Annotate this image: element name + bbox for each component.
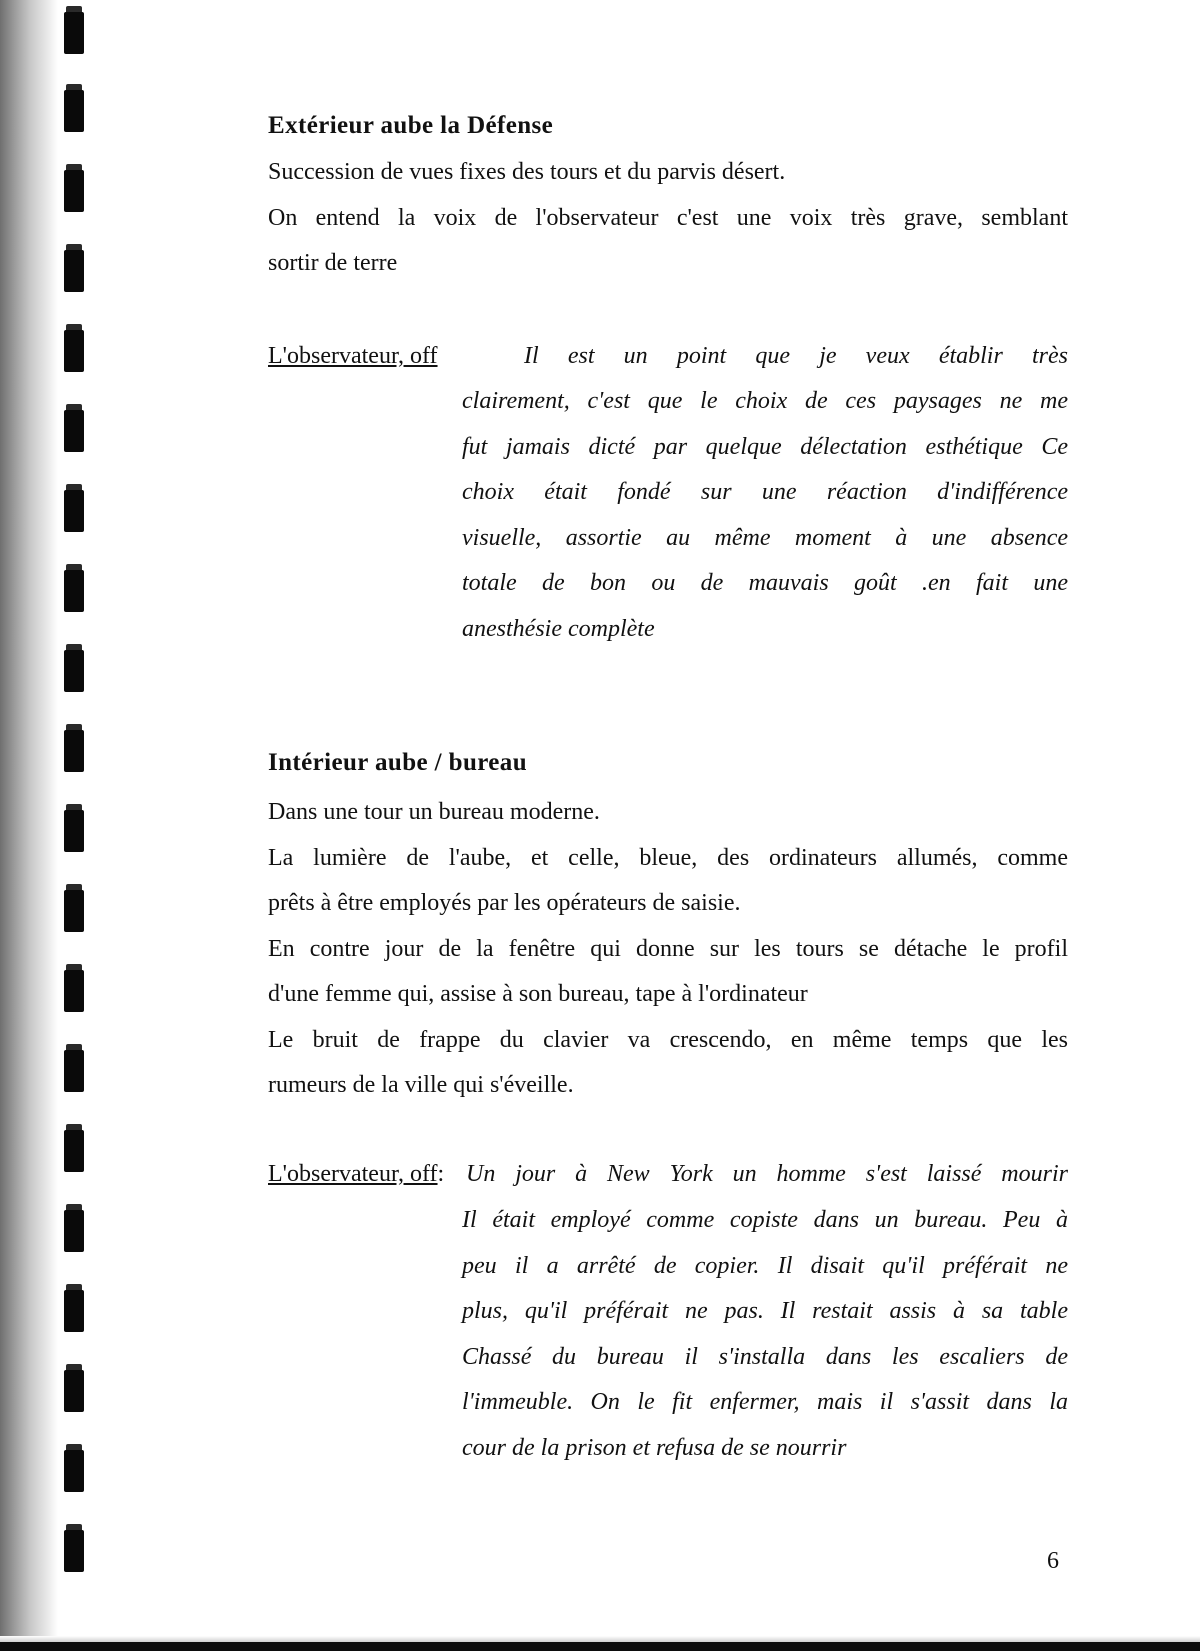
binding-ring bbox=[64, 1530, 84, 1572]
page-bottom-edge bbox=[0, 1642, 1200, 1651]
binding-ring bbox=[64, 890, 84, 932]
binding-ring bbox=[64, 330, 84, 372]
binding-ring bbox=[64, 1450, 84, 1492]
binding-ring bbox=[64, 12, 84, 54]
binding-ring bbox=[64, 730, 84, 772]
binding-ring bbox=[64, 490, 84, 532]
dialogue1-text bbox=[462, 379, 1068, 652]
binding-ring bbox=[64, 570, 84, 612]
dialogue2-line: Un jour à New York un homme s'est laissé mourir bbox=[466, 1161, 1068, 1187]
scene2-line: En contre jour de la fenêtre qui donne sur les tours se détache le profil bbox=[268, 935, 1068, 962]
binding-ring bbox=[64, 810, 84, 852]
scene2-line: Dans une tour un bureau moderne. bbox=[268, 799, 600, 825]
page-number: 6 bbox=[1047, 1548, 1059, 1574]
scene2-description bbox=[268, 790, 1068, 1109]
dialogue2-line: cour de la prison et refusa de se nourrir bbox=[462, 1434, 847, 1461]
binding-ring bbox=[64, 1370, 84, 1412]
scene1-line: sortir de terre bbox=[268, 250, 398, 276]
speaker-label bbox=[268, 1152, 444, 1198]
dialogue2-text bbox=[462, 1198, 1068, 1471]
dialogue2-line: peu il a arrêté de copier. Il disait qu'il préférait ne bbox=[462, 1252, 1068, 1279]
binding-ring bbox=[64, 650, 84, 692]
binding-strip bbox=[0, 0, 58, 1651]
binding-ring bbox=[64, 250, 84, 292]
dialogue1-first-line bbox=[524, 334, 1068, 380]
binding-ring bbox=[64, 970, 84, 1012]
dialogue1-line: fut jamais dicté par quelque délectation esthétique Ce bbox=[462, 433, 1068, 460]
scene2-line: prêts à être employés par les opérateurs de saisie. bbox=[268, 890, 741, 916]
scene2-line: Le bruit de frappe du clavier va crescendo, en même temps que les bbox=[268, 1026, 1068, 1053]
speaker-label: L'observateur, off bbox=[268, 343, 438, 369]
binding-ring bbox=[64, 1290, 84, 1332]
dialogue1-line: Il est un point que je veux établir très bbox=[524, 343, 1068, 369]
scene1-description bbox=[268, 150, 1068, 287]
dialogue1-line: clairement, c'est que le choix de ces paysages ne me bbox=[462, 388, 1068, 414]
dialogue1-line: anesthésie complète bbox=[462, 615, 655, 642]
dialogue2-line: plus, qu'il préférait ne pas. Il restait assis à sa table bbox=[462, 1298, 1068, 1324]
scene-heading-interior: Intérieur aube / bureau bbox=[268, 749, 527, 776]
binding-ring bbox=[64, 1050, 84, 1092]
scene1-line: Succession de vues fixes des tours et du parvis désert. bbox=[268, 159, 786, 185]
dialogue2-line: Il était employé comme copiste dans un bureau. Peu à bbox=[462, 1207, 1068, 1233]
speaker-name: L'observateur, off bbox=[268, 1161, 438, 1187]
scene2-line: La lumière de l'aube, et celle, bleue, des ordinateurs allumés, comme bbox=[268, 844, 1068, 871]
dialogue1-line: visuelle, assortie au même moment à une absence bbox=[462, 524, 1068, 551]
dialogue1-line: totale de bon ou de mauvais goût .en fait une bbox=[462, 570, 1068, 596]
binding-ring bbox=[64, 410, 84, 452]
scene1-line: On entend la voix de l'observateur c'est une voix très grave, semblant bbox=[268, 204, 1068, 231]
scene2-line: d'une femme qui, assise à son bureau, tape à l'ordinateur bbox=[268, 981, 808, 1007]
dialogue2-line: l'immeuble. On le fit enfermer, mais il s'assit dans la bbox=[462, 1389, 1068, 1415]
dialogue2-first-line bbox=[466, 1152, 1068, 1198]
scene-heading-exterior: Extérieur aube la Défense bbox=[268, 112, 554, 139]
binding-ring bbox=[64, 1210, 84, 1252]
binding-ring bbox=[64, 1130, 84, 1172]
binding-ring bbox=[64, 90, 84, 132]
dialogue2-line: Chassé du bureau il s'installa dans les escaliers de bbox=[462, 1343, 1068, 1370]
binding-ring bbox=[64, 170, 84, 212]
scene2-line: rumeurs de la ville qui s'éveille. bbox=[268, 1072, 574, 1098]
dialogue1-line: choix était fondé sur une réaction d'indifférence bbox=[462, 479, 1068, 505]
speaker-colon: : bbox=[437, 1161, 445, 1187]
